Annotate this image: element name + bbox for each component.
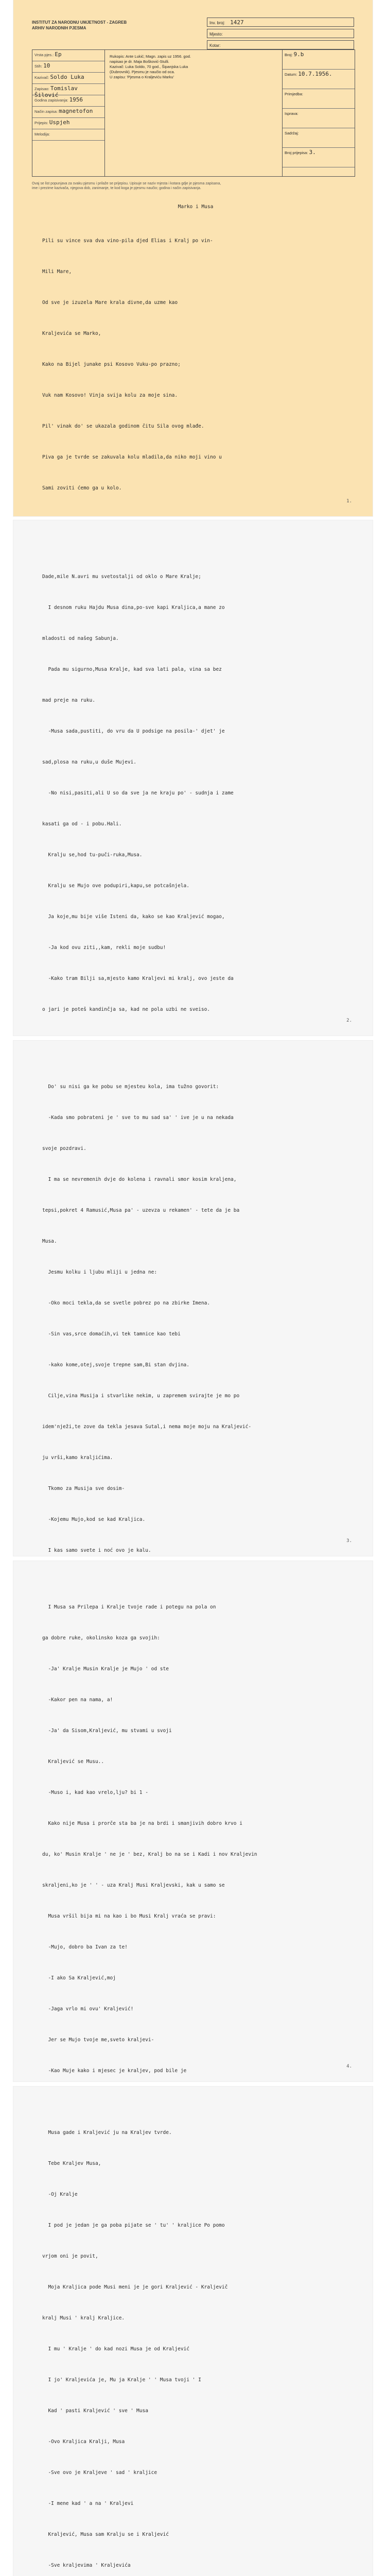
note-line: napisao je dr. Maja Bošković-Stulli. [110, 59, 169, 64]
page-number: 4. [346, 2064, 352, 2069]
fine-line: Ovaj se list popunjava za svaku pjesmu i prilaže se prijepisu. Upisuje se naziv mjesta i kotara gdje je pjesma zapisana, [32, 182, 221, 185]
field: Isprava: [283, 109, 355, 128]
line: du, ko' Musin Kralje ' ne je ' bez, Kralj bo na se i Kadi i nov Kraljevin [42, 1852, 257, 1857]
line: mad preje na ruku. [42, 698, 95, 703]
line: I Musa sa Prilepa i Kralje tvoje rade i potegu na pola on [42, 1604, 216, 1610]
line: kasati ga od - i pobu.Hali. [42, 821, 122, 827]
poem-lines-p4 [42, 1582, 349, 2081]
field: Melodija: [32, 129, 104, 141]
line: Musa gade i Kraljević ju na Kraljev tvrde. [42, 2130, 175, 2136]
poem-title: Marko i Musa [178, 204, 214, 210]
line: -Ja' da Sisom,Kraljević, mu stvami u svoji [42, 1728, 172, 1734]
line: Dade,mile N.avri mu svetostalji od oklo o Mare Kralje; [42, 574, 201, 580]
poem-lines-p1 [42, 215, 349, 516]
note-line: Kazivač: Luka Soldo, 70 god., Šipanjska Luka [110, 64, 188, 69]
line: -Muso i, kad kao vrelo,lju? bi 1 - [42, 1790, 148, 1795]
place-box: Mjesto: [207, 29, 354, 38]
fine-print [32, 181, 354, 191]
line: Moja Kraljica pode Musi meni je je gori Kraljević - Kraljevič [42, 2284, 228, 2290]
line: Sami zoviti ćemo ga u kolo. [42, 485, 122, 491]
page-1 [13, 0, 373, 516]
line: Kako na Bijel junake psi Kosovo Vuku-po prazno; [42, 362, 181, 367]
line: -Sve kraljevima ' Kraljevića [42, 2563, 134, 2568]
line: Piva ga je tvrde se zakuvala kolu mladila,da niko moji vino u [42, 454, 222, 460]
field: Prijepis: Uspjeh [32, 118, 104, 129]
field: Kazivač: Soldo Luka [32, 73, 104, 84]
line: -Kakor pen na nama, a! [42, 1697, 113, 1703]
line: I mu ' Kralje ' do kad nozi Musa je od Kraljević [42, 2346, 192, 2352]
line: Jer se Mujo tvoje me,sveto kraljevi- [42, 2037, 154, 2043]
line: -Sve ovo je Kraljeve ' sad ' kraljice [42, 2470, 157, 2476]
poem-lines-p5 [42, 2107, 349, 2576]
line: sad,plosa na ruku,u duše Mujevi. [42, 759, 137, 765]
line: Ja koje,mu bije više Isteni da, kako se kao Kraljević mogao, [42, 914, 225, 920]
line: I ma se nevremenih dvje do kolena i ravnali smor kosim kraljena, [42, 1177, 237, 1182]
fine-line: ime i prezime kazivača, njegova dob, zanimanje, te kod koga je pjesmu naučio; godina i način zapisivanja. [32, 187, 201, 190]
line [42, 514, 349, 516]
line: Kraljević se Musu.. [42, 1759, 104, 1765]
line: ga dobre ruke, okolinsko koza ga svojih: [42, 1635, 160, 1641]
poem-lines-p2 [42, 551, 349, 1036]
note-line: Rukopis: Ante Lukić; Magn. zapis uz 1956. god. [110, 54, 191, 59]
line: -Musa sada,pustiti, do vru da U podsige na posila-' djet' je [42, 728, 225, 734]
line: kralj Musi ' kralj Kraljice. [42, 2315, 125, 2321]
field: Stih: 10 [32, 61, 104, 73]
note-line: U zapisu: 'Pjesma o Kraljeviću Marku' [110, 75, 174, 79]
field: Godina zapisivanja: 1956 [32, 95, 104, 107]
poem-lines-p3 [42, 1061, 349, 1556]
line: Vuk nam Kosovo! Vinja svija kolu za moje sina. [42, 393, 178, 398]
line: vrjom oni je povit, [42, 2253, 98, 2259]
form-grid [32, 49, 355, 177]
page-number: 2. [346, 1018, 352, 1023]
page-2 [13, 520, 373, 1036]
line: Kraljevića se Marko, [42, 331, 101, 336]
line: Do' su nisi ga ke pobu se mjesteu kola, ima tužno govorit: [42, 1084, 219, 1090]
line: Kako nije Musa i prorče sta ba je na brdi i smanjivih dobro krvo i [42, 1821, 242, 1826]
line: Kraljević, Musa sam Kralju se i Kraljević [42, 2532, 172, 2537]
line: -Kao Muje kako i mjesec je kraljev, pod bile je [42, 2068, 187, 2074]
line: mladosti od našeg Sabunja. [42, 636, 119, 641]
field: Broj prijepisa: 3. [283, 148, 355, 167]
line: -kako kome,otej,svoje trepne sam,Bi stan dvjina. [42, 1362, 189, 1368]
line: o jari je poteš kandinčja sa, kad ne pola uzbi ne sveiso. [42, 1007, 210, 1012]
line: skraljeni,ko je ' ' - uza Kralj Musi Kraljevski, kak u samo se [42, 1883, 228, 1888]
line: Musa. [42, 1239, 57, 1244]
line: -Ovo Kraljica Kralji, Musa [42, 2439, 128, 2445]
line: -Oko moci tekla,da se svetle pobrez po na zbirke Imena. [42, 1300, 210, 1306]
line: Kralju se Mujo ove podupiri,kapu,se potcašnjela. [42, 883, 189, 889]
line: I kas samo svete i noć ovo je kalu. [42, 1548, 151, 1553]
line: -I mene kad ' a na ' Kraljevi [42, 2501, 134, 2506]
page-3 [13, 1041, 373, 1556]
line: I pod je jedan je ga poba pijate se ' tu' ' kraljice Po pomo [42, 2223, 225, 2228]
page-5 [13, 2087, 373, 2576]
line: Tkomo za Musija sve dosim- [42, 1486, 125, 1492]
line: -No nisi,pasiti,ali U so da sve ja ne kraju po' - sudnja i zame [42, 790, 234, 796]
line: ju vrši,kamo kraljićima. [42, 1455, 113, 1461]
left-fields [32, 50, 105, 176]
line: -I ako Sa Kraljević,moj [42, 1975, 119, 1981]
page-4 [13, 1561, 373, 2081]
line: tepsi,pokret 4 Ramusić,Musa pa' - uzevza u rekamen' - tete da je ba [42, 1208, 240, 1213]
line: -Kako tram Bilji sa,mjesto kamo Kraljevi mi kralj, ovo jeste da [42, 976, 234, 981]
line: idem'nježi,te zove da tekla jesava Sutal,i nema moje moju na Kraljević- [42, 1424, 252, 1430]
line: Pada mu sigurno,Musa Kralje, kad sva lati pala, vina sa bez [42, 667, 225, 672]
field: Zapisao: Tomislav Šilović [32, 84, 104, 95]
district-box: Kotar: [207, 40, 354, 49]
line: Od sve je izuzela Mare krala divne,da uzme kao [42, 300, 181, 306]
line: -Jaga vrlo mi ovu' Kraljević! [42, 2006, 134, 2012]
org-line-2: ARHIV NARODNIH PJESMA [32, 26, 86, 30]
line: I jo' Kraljevića je, Mu ja Kralje ' ' Musa tvoji ' I [42, 2377, 204, 2383]
line: Jesmu kolku i ljubu mliji u jedna ne: [42, 1269, 157, 1275]
line: Musa vršil bija mi na kao i bo Musi Kralj vraća se pravi: [42, 1913, 216, 1919]
line: -Kada smo pobrateni je ' sve to mu sad sa' ' ive je u na nekada [42, 1115, 234, 1121]
field: Primjedba: [283, 89, 355, 109]
field: Datum: 10.7.1956. [283, 70, 355, 89]
line: -Ja kod ovu ziti,,kam, rekli moje sudbu! [42, 945, 166, 951]
line: svoje pozdravi. [42, 1146, 86, 1151]
org-line-1: INSTITUT ZA NARODNU UMJETNOST - ZAGREB [32, 20, 127, 25]
line: -Oj Kralje [42, 2192, 78, 2197]
inv-box: Inv. broj: 1427 [207, 18, 354, 27]
right-fields [282, 50, 355, 176]
field: Način zapisa: magnetofon [32, 107, 104, 118]
line: -Ja' Kralje Musin Kralje je Mujo ' od ste [42, 1666, 169, 1672]
field: Vrsta pjes.: Ep [32, 50, 104, 61]
field: Broj: 9.b [283, 50, 355, 70]
line: Kralju se,hod tu-puči-ruka,Musa. [42, 852, 143, 858]
top-boxes [207, 18, 354, 52]
middle-notes [110, 54, 279, 80]
line: Pili su vince sva dva vino-pila djed Elias i Kralj po vin- [42, 238, 213, 244]
line: Tebe Kraljev Musa, [42, 2161, 101, 2166]
line: -Kojemu Mujo,kod se kad Kraljica. [42, 1517, 146, 1522]
line: Kad ' pasti Kraljević ' sve ' Musa [42, 2408, 151, 2414]
line: Cilje,vina Musija i stvarlike nekim, u zapremem svirajte je mo po [42, 1393, 240, 1399]
line: Mili Mare, [42, 269, 72, 275]
page-number: 3. [346, 1538, 352, 1544]
note-line: (Dubrovnik). Pjesmu je naučio od oca. [110, 70, 175, 74]
line: -Sin vas,srce domaćih,vi tek tamnice kao tebi [42, 1331, 181, 1337]
page-number: 1. [346, 499, 352, 504]
line: -Mujo, dobro ba Ivan za te! [42, 1944, 128, 1950]
field: Sadržaj: [283, 128, 355, 148]
line: I desnom ruku Hajdu Musa dina,po-sve kapi Kraljica,a mane zo [42, 605, 225, 611]
line: Pil' vinak do' se ukazala godinom čitu Sila ovog mlađe. [42, 423, 204, 429]
